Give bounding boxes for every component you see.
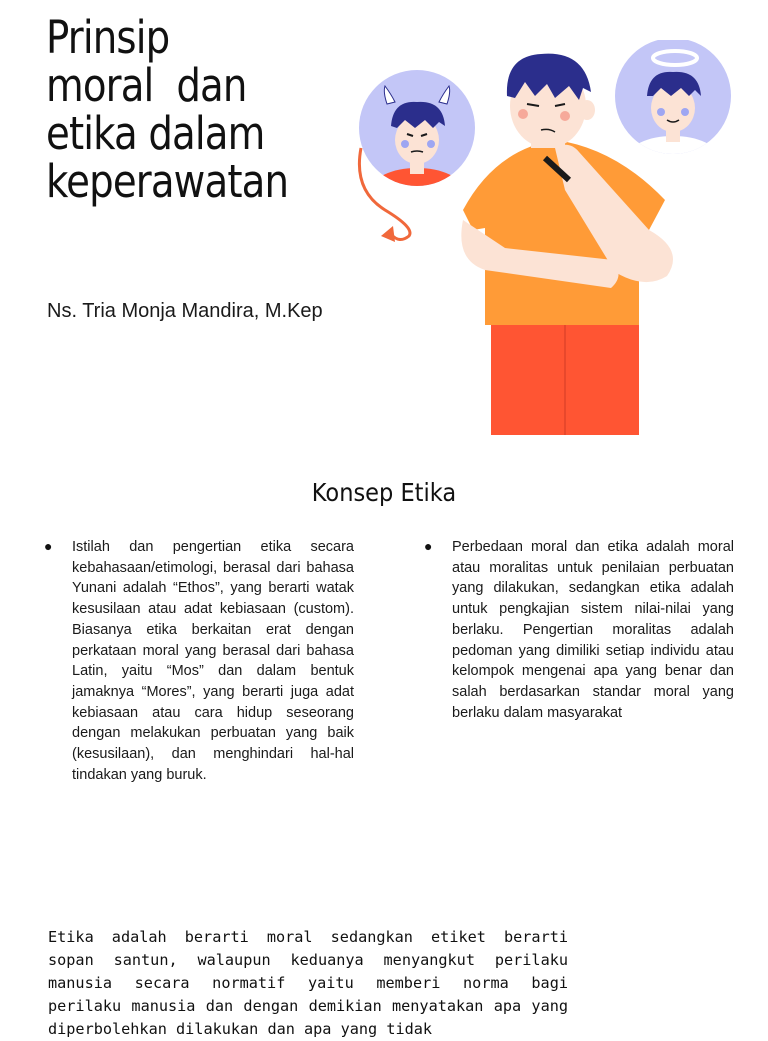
- devil-face-icon: [359, 70, 475, 242]
- title-line-4: keperawatan: [46, 155, 289, 208]
- footer-paragraph: Etika adalah berarti moral sedangkan etiket berarti sopan santun, walaupun keduanya menyangkut perilaku manusia secara normatif yaitu memberi norma bagi perilaku manusia dan dengan demikian menyatakan apa yang diperbolehkan dilakukan dan apa yang tidak: [48, 928, 568, 1038]
- title-line-1: Prinsip: [46, 11, 170, 64]
- author-name: Ns. Tria Monja Mandira, M.Kep: [47, 300, 323, 322]
- page-title: [46, 11, 321, 208]
- angel-face-icon: [615, 40, 731, 180]
- bullet-text-moral: Perbedaan moral dan etika adalah moral atau moralitas untuk penilaian perbuatan yang dilakukan, sedangkan etika adalah untuk pengkajian sistem nilai-nilai yang berlaku. Pengertian moralitas adalah pedoman yang dimiliki setiap individu atau kelompok mengenai apa yang benar dan salah berdasarkan standar moral yang berlaku dalam masyarakat: [452, 539, 734, 721]
- section-title: Konsep Etika: [311, 478, 457, 507]
- bullet-marker: ●: [44, 538, 53, 554]
- title-line-3: etika dalam: [46, 107, 265, 160]
- bullet-text-etika: Istilah dan pengertian etika secara kebahasaan/etimologi, berasal dari bahasa Yunani adalah “Ethos”, yang berarti watak kesusilaan atau adat kebiasaan (custom). Biasanya etika berkaitan erat dengan perkataan moral yang berasal dari bahasa Latin, yaitu “Mos” dan dalam bentuk jamaknya “Mores”, yang berarti juga adat kebiasaan atau cara hidup seseorang dengan melakukan perbuatan yang baik (kesusilaan), dan menghindari hal-hal tindakan yang buruk.: [72, 539, 354, 783]
- title-line-2: moral dan: [46, 59, 247, 112]
- bullet-marker: ●: [424, 538, 433, 554]
- thinking-man-illustration: [355, 40, 745, 435]
